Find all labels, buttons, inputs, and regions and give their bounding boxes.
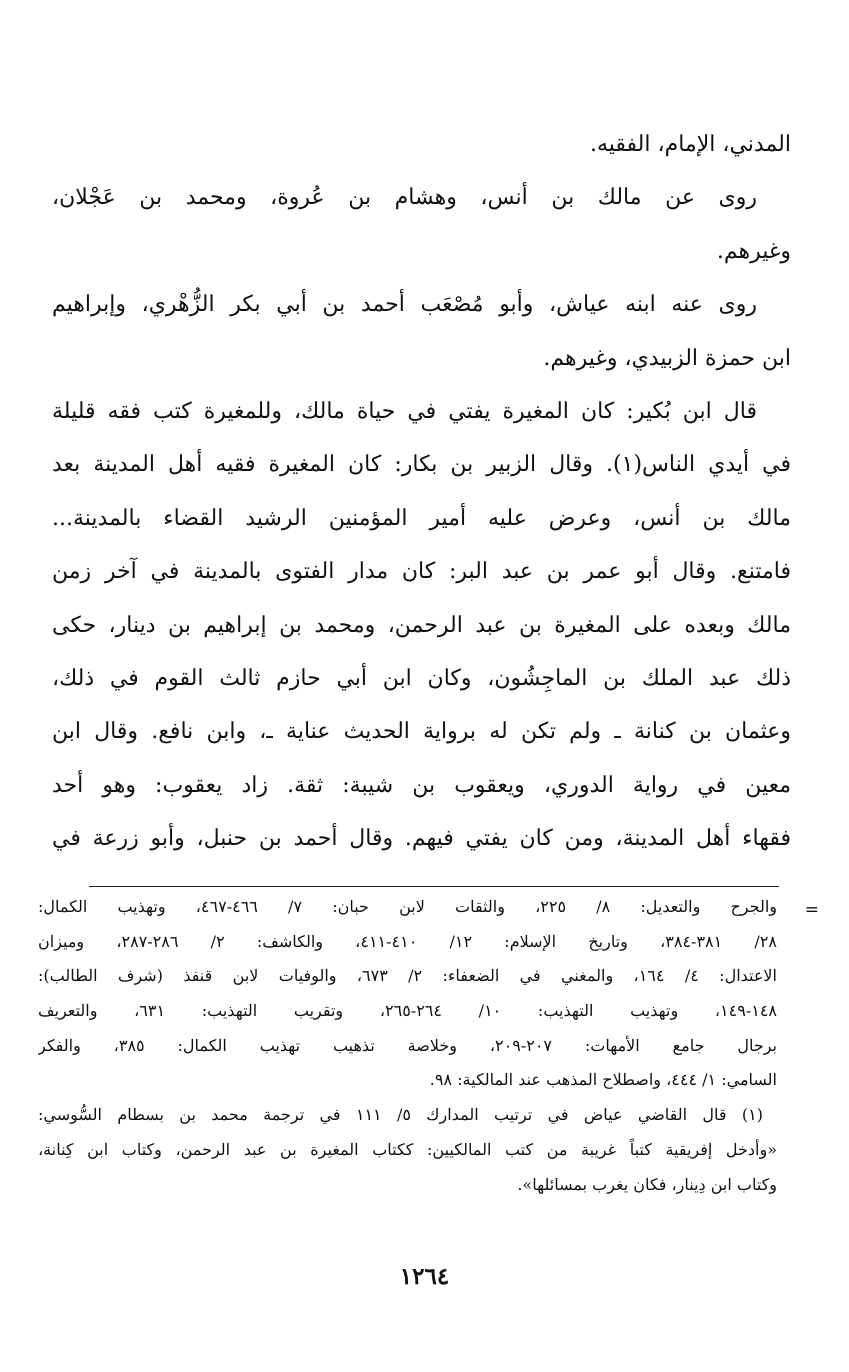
main-line: وغيرهم. — [716, 238, 791, 264]
footnotes — [38, 890, 777, 1202]
page-number: ١٢٦٤ — [399, 1263, 450, 1290]
footnote-line: «وأدخل إفريقية كتباً غريبة من كتب المالكيين: ككتاب المغيرة بن عبد الرحمن، وكتاب ابن كِنانة، — [38, 1139, 777, 1159]
main-line: معين في رواية الدوري، ويعقوب بن شيبة: ثقة. زاد يعقوب: وهو أحد — [52, 772, 791, 798]
main-line: ذلك عبد الملك بن الماجِشُون، وكان ابن أبي حازم ثالث القوم في ذلك، — [52, 665, 791, 691]
footnote-line: ٢٨/ ٣٨١-٣٨٤، وتاريخ الإسلام: ١٢/ ٤١٠-٤١١، والكاشف: ٢/ ٢٨٦-٢٨٧، وميزان — [38, 931, 777, 951]
main-line: فقهاء أهل المدينة، ومن كان يفتي فيهم. وقال أحمد بن حنبل، وأبو زرعة في — [52, 826, 791, 852]
main-text — [52, 118, 791, 865]
main-line: مالك بن أنس، وعرض عليه أمير المؤمنين الرشيد القضاء بالمدينة... — [52, 505, 791, 531]
footnote-continuation-mark: = — [804, 900, 819, 920]
main-line: مالك وبعده على المغيرة بن عبد الرحمن، ومحمد بن إبراهيم بن دينار، حكى — [52, 612, 791, 638]
footnote-divider — [89, 886, 779, 887]
footnote-line: وكتاب ابن دِينار، فكان يغرب بمسائلها». — [517, 1174, 777, 1194]
main-line: قال ابن بُكير: كان المغيرة يفتي في حياة مالك، وللمغيرة كتب فقه قليلة — [52, 398, 757, 424]
footnote-line: السامي: ١/ ٤٤٤، واصطلاح المذهب عند المالكية: ٩٨. — [429, 1070, 777, 1090]
main-line: فامتنع. وقال أبو عمر بن عبد البر: كان مدار الفتوى بالمدينة في آخر زمن — [52, 559, 791, 585]
footnote-line: برجال جامع الأمهات: ٢٠٧-٢٠٩، وخلاصة تذهيب تهذيب الكمال: ٣٨٥، والفكر — [38, 1035, 777, 1055]
main-line: المدني، الإمام، الفقيه. — [590, 132, 791, 157]
footnote-line: والجرح والتعديل: ٨/ ٢٢٥، والثقات لابن حبان: ٧/ ٤٦٦-٤٦٧، وتهذيب الكمال: — [38, 897, 777, 916]
footnote-line: ١٤٨-١٤٩، وتهذيب التهذيب: ١٠/ ٢٦٤-٢٦٥، وتقريب التهذيب: ٦٣١، والتعريف — [38, 1001, 777, 1021]
main-line: ابن حمزة الزبيدي، وغيرهم. — [543, 345, 791, 371]
main-line: روى عنه ابنه عياش، وأبو مُصْعَب أحمد بن أبي بكر الزُّهْري، وإبراهيم — [52, 292, 757, 318]
footnote-line: (١) قال القاضي عياض في ترتيب المدارك ٥/ ١١١ في ترجمة محمد بن بسطام السُّوسي: — [38, 1105, 763, 1125]
footnote-line: الاعتدال: ٤/ ١٦٤، والمغني في الضعفاء: ٢/ ٦٧٣، والوفيات لابن قنفذ (شرف الطالب): — [38, 966, 777, 986]
main-line: روى عن مالك بن أنس، وهشام بن عُروة، ومحمد بن عَجْلان، — [52, 185, 757, 211]
main-line: وعثمان بن كنانة ـ ولم تكن له برواية الحديث عناية ـ، وابن نافع. وقال ابن — [52, 719, 791, 745]
main-line: في أيدي الناس(١). وقال الزبير بن بكار: كان المغيرة فقيه أهل المدينة بعد — [52, 452, 791, 478]
